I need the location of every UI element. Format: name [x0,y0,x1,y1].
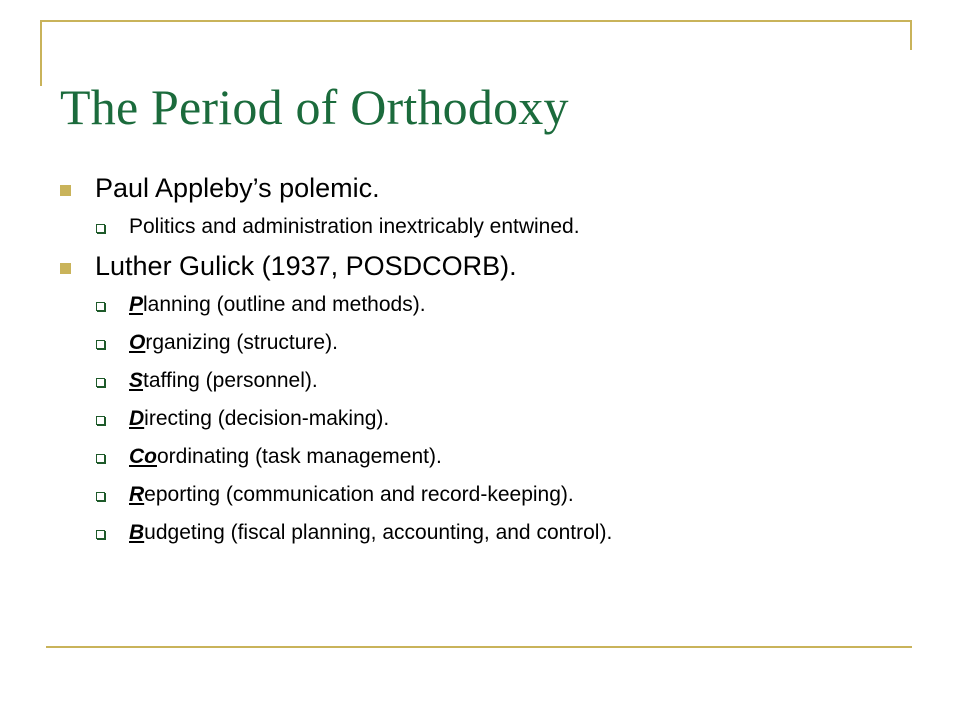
sub-bullet-text: udgeting (fiscal planning, accounting, and control). [144,521,613,544]
sub-bullet-budgeting [60,520,920,546]
hollow-square-bullet-icon [96,302,105,311]
square-bullet-icon [60,185,71,196]
sub-bullet-text: lanning (outline and methods). [143,293,426,316]
square-bullet-icon [60,263,71,274]
sub-bullet-text: taffing (personnel). [143,369,318,392]
acronym-letter: Co [129,445,157,468]
slide-body [60,172,920,558]
frame-bottom-line [46,646,912,648]
sub-bullet-planning [60,292,920,318]
sub-bullet-text: ordinating (task management). [157,445,442,468]
sub-bullet-coordinating [60,444,920,470]
sub-bullet-text: irecting (decision-making). [144,407,390,430]
acronym-letter: O [129,331,146,354]
hollow-square-bullet-icon [96,340,105,349]
sub-bullet-politics [60,214,920,240]
frame-top-line [40,20,912,22]
bullet-point-gulick [60,250,920,282]
hollow-square-bullet-icon [96,454,105,463]
sub-bullet-text: Politics and administration inextricably entwined. [129,215,580,238]
sub-bullet-staffing [60,368,920,394]
acronym-letter: D [129,407,145,430]
hollow-square-bullet-icon [96,378,105,387]
sub-bullet-organizing [60,330,920,356]
hollow-square-bullet-icon [96,416,105,425]
hollow-square-bullet-icon [96,224,105,233]
acronym-letter: S [129,369,144,392]
hollow-square-bullet-icon [96,492,105,501]
sub-bullet-text: rganizing (structure). [145,331,338,354]
acronym-letter: B [129,521,145,544]
bullet-point-text: Paul Appleby’s polemic. [95,173,380,203]
slide-title: The Period of Orthodoxy [60,79,569,135]
sub-bullet-directing [60,406,920,432]
frame-left-line [40,20,42,86]
acronym-letter: R [129,483,145,506]
hollow-square-bullet-icon [96,530,105,539]
sub-bullet-reporting [60,482,920,508]
bullet-point-text: Luther Gulick (1937, POSDCORB). [95,251,517,281]
sub-bullet-text: eporting (communication and record-keeping). [144,483,574,506]
acronym-letter: P [129,293,144,316]
frame-right-line [910,20,912,50]
bullet-point-appleby [60,172,920,204]
